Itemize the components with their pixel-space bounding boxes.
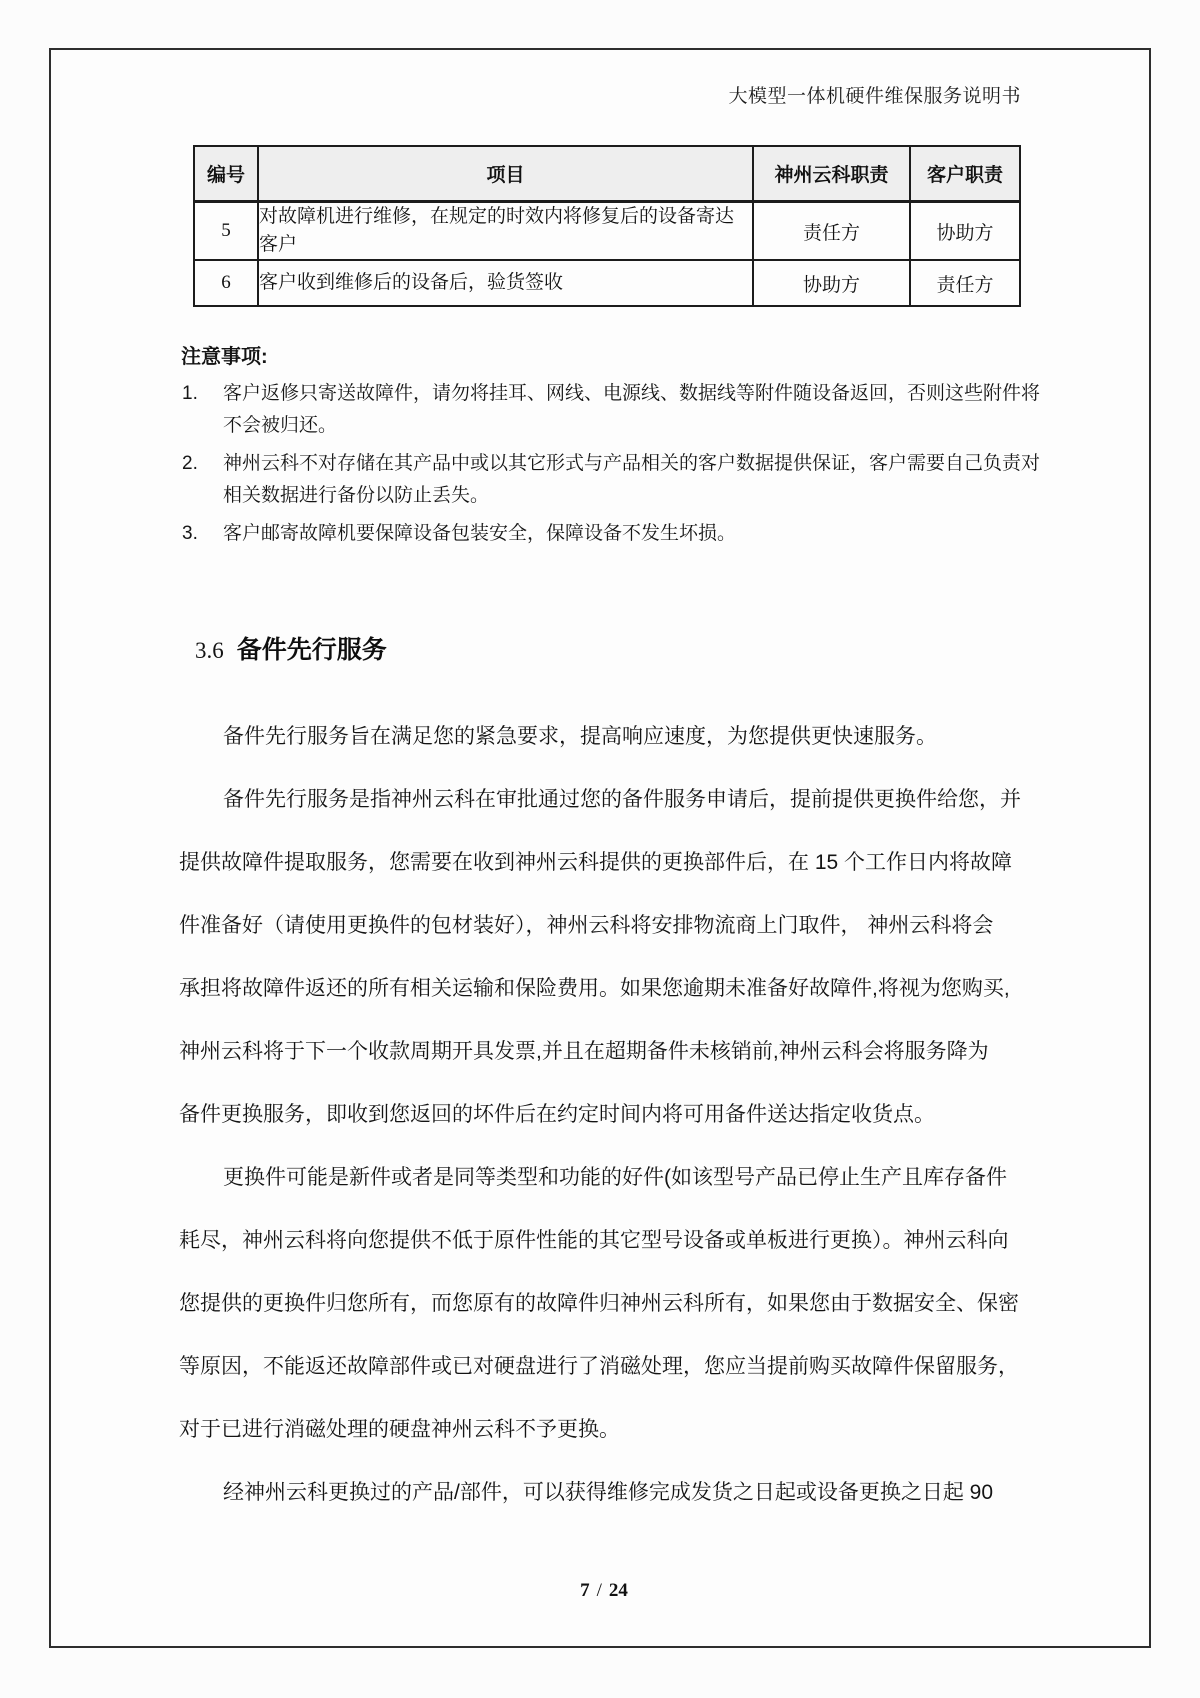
paragraph-line: 对于已进行消磁处理的硬盘神州云科不予更换。	[179, 1418, 620, 1441]
notes-heading: 注意事项:	[181, 346, 268, 368]
section-heading	[195, 630, 387, 666]
paragraph-line: 备件更换服务，即收到您返回的坏件后在约定时间内将可用备件送达指定收货点。	[179, 1103, 935, 1126]
list-item-number: 3.	[182, 523, 198, 544]
row-customer-role: 责任方	[910, 260, 1020, 306]
list-item-text	[223, 378, 1040, 442]
text-line: 客户返修只寄送故障件，请勿将挂耳、网线、电源线、数据线等附件随设备返回，否则这些附件将	[223, 383, 1041, 404]
list-item-text	[223, 448, 1040, 512]
section-number: 3.6	[195, 638, 224, 663]
row-provider-role: 协助方	[753, 260, 910, 306]
list-item-text	[223, 518, 736, 550]
section-body	[179, 705, 1039, 1524]
list-item-number: 1.	[182, 383, 198, 404]
row-item-text: 客户收到维修后的设备后，验货签收	[258, 260, 753, 306]
paragraph-line: 耗尽，神州云科将向您提供不低于原件性能的其它型号设备或单板进行更换）。神州云科向	[179, 1229, 1009, 1252]
row-provider-role: 责任方	[753, 202, 910, 261]
column-header-provider-role: 神州云科职责	[753, 146, 910, 202]
table-header-row	[194, 146, 1020, 202]
section-title: 备件先行服务	[236, 636, 387, 664]
row-number: 6	[194, 260, 258, 306]
notes-list	[182, 378, 1040, 556]
paragraph-line: 件准备好（请使用更换件的包材装好），神州云科将安排物流商上门取件， 神州云科将会	[179, 914, 994, 937]
paragraph-line: 备件先行服务旨在满足您的紧急要求，提高响应速度，为您提供更快速服务。	[223, 725, 937, 748]
responsibility-table	[193, 145, 1021, 307]
list-item-number: 2.	[182, 453, 198, 474]
total-page-count: 24	[608, 1580, 628, 1601]
text-line: 相关数据进行备份以防止丢失。	[223, 485, 490, 506]
paragraph-line: 等原因，不能返还故障部件或已对硬盘进行了消磁处理，您应当提前购买故障件保留服务，	[179, 1355, 1019, 1378]
paragraph-line: 经神州云科更换过的产品/部件，可以获得维修完成发货之日起或设备更换之日起 90	[223, 1481, 994, 1504]
paragraph-line: 提供故障件提取服务，您需要在收到神州云科提供的更换部件后，在 15 个工作日内将故障	[179, 851, 1013, 874]
list-item	[182, 518, 1040, 550]
paragraph-line: 备件先行服务是指神州云科在审批通过您的备件服务申请后，提前提供更换件给您，并	[223, 788, 1021, 811]
current-page-number: 7	[580, 1580, 590, 1601]
column-header-customer-role: 客户职责	[910, 146, 1020, 202]
paragraph-line: 承担将故障件返还的所有相关运输和保险费用。如果您逾期未准备好故障件,将视为您购买,	[179, 977, 1010, 1000]
column-header-item: 项目	[258, 146, 753, 202]
list-item	[182, 378, 1040, 442]
table-row	[194, 202, 1020, 261]
page-number-separator: /	[596, 1580, 602, 1601]
document-header-title: 大模型一体机硬件维保服务说明书	[728, 86, 1021, 107]
table-row	[194, 260, 1020, 306]
row-item-text: 对故障机进行维修，在规定的时效内将修复后的设备寄达客户	[258, 202, 753, 261]
text-line: 客户邮寄故障机要保障设备包装安全，保障设备不发生坏损。	[223, 523, 737, 544]
row-number: 5	[194, 202, 258, 261]
paragraph-line: 您提供的更换件归您所有，而您原有的故障件归神州云科所有，如果您由于数据安全、保密	[179, 1292, 1019, 1315]
column-header-number: 编号	[194, 146, 258, 202]
paragraph-line: 神州云科将于下一个收款周期开具发票,并且在超期备件未核销前,神州云科会将服务降为	[179, 1040, 989, 1063]
page-number-footer	[0, 1580, 1200, 1602]
row-customer-role: 协助方	[910, 202, 1020, 261]
list-item	[182, 448, 1040, 512]
paragraph-line: 更换件可能是新件或者是同等类型和功能的好件(如该型号产品已停止生产且库存备件	[223, 1166, 1007, 1189]
text-line: 神州云科不对存储在其产品中或以其它形式与产品相关的客户数据提供保证，客户需要自己负责对	[223, 453, 1041, 474]
text-line: 不会被归还。	[223, 415, 338, 436]
